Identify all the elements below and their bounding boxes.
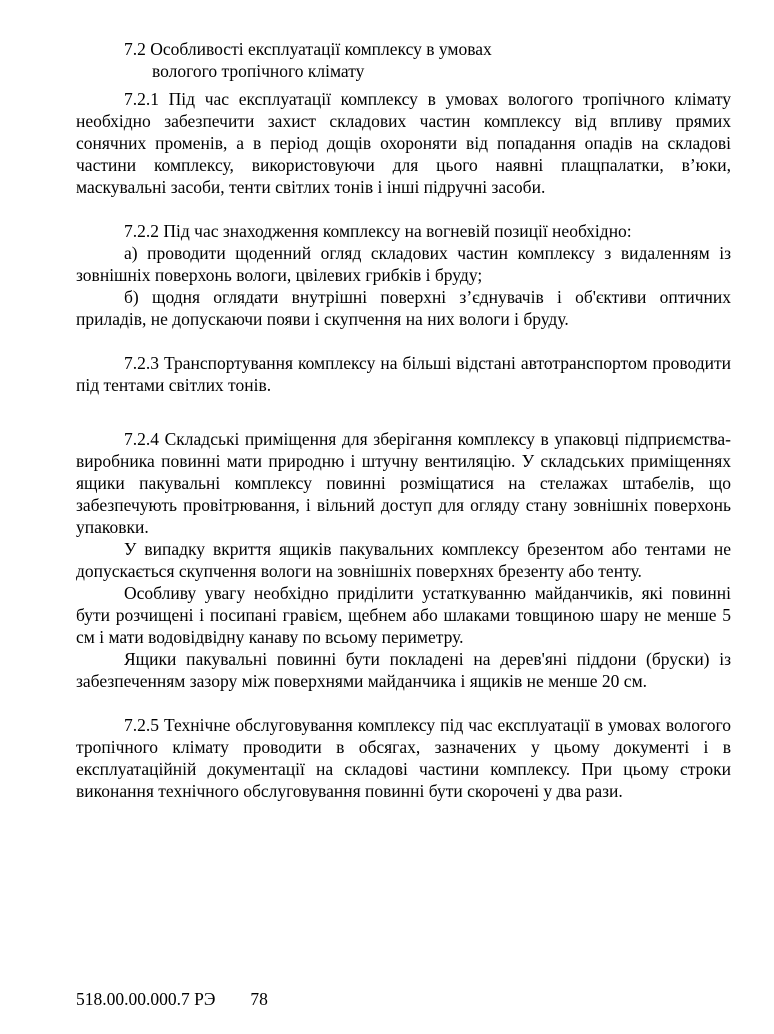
section-title-line1: 7.2 Особливості експлуатації комплексу в умовах <box>124 39 492 59</box>
paragraph-7-2-5: 7.2.5 Технічне обслуговування комплексу під час експлуатації в умовах вологого тропічного клімату проводити в обсягах, зазначених у цьому документі і в експлуатаційній документації на складові частини комплексу. При цьому строки виконання технічного обслуговування повинні бути скорочені у два рази. <box>76 715 731 801</box>
paragraph-7-2-2-a: а) проводити щоденний огляд складових частин комплексу з видаленням із зовнішніх поверхонь вологи, цвілевих грибків і бруду; <box>76 243 731 285</box>
page-number: 78 <box>250 989 268 1009</box>
section-title-line2: вологого тропічного клімату <box>152 61 365 81</box>
paragraph-7-2-2-b: б) щодня оглядати внутрішні поверхні з’єднувачів і об'єктиви оптичних приладів, не допускаючи появи і скупчення на них вологи і бруду. <box>76 287 731 329</box>
paragraph-7-2-4-pallets: Ящики пакувальні повинні бути покладені на дерев'яні піддони (бруски) із забезпеченням зазору між поверхнями майданчика і ящиків не менше 20 см. <box>76 649 731 691</box>
document-code: 518.00.00.000.7 РЭ <box>76 989 216 1009</box>
paragraph-7-2-4-covering: У випадку вкриття ящиків пакувальних комплексу брезентом або тентами не допускається скупчення вологи на зовнішніх поверхнях брезенту або тенту. <box>76 539 731 581</box>
document-body <box>76 38 731 802</box>
paragraph-7-2-4-platforms: Особливу увагу необхідно приділити устаткуванню майданчиків, які повинні бути розчищені і посипані гравієм, щебнем або шлаками товщиною шару не менше 5 см і мати водовідвідну канаву по всьому периметру. <box>76 583 731 647</box>
paragraph-7-2-2: 7.2.2 Під час знаходження комплексу на вогневій позиції необхідно: <box>124 221 632 241</box>
paragraph-7-2-3: 7.2.3 Транспортування комплексу на більші відстані автотранспортом проводити під тентами світлих тонів. <box>76 353 731 395</box>
paragraph-7-2-4: 7.2.4 Складські приміщення для зберігання комплексу в упаковці підприємства-виробника повинні мати природню і штучну вентиляцію. У складських приміщеннях ящики пакувальні комплексу повинні розміщатися на стелажах штабелів, що забезпечують провітрювання, і вільний доступ для огляду стану зовнішніх поверхонь упаковки. <box>76 429 731 537</box>
page-footer <box>76 988 268 1010</box>
paragraph-7-2-1: 7.2.1 Під час експлуатації комплексу в умовах вологого тропічного клімату необхідно забезпечити захист складових частин комплексу від впливу прямих сонячних променів, а в період дощів охороняти від попадання опадів на складові частини комплексу, використовуючи для цього наявні плащпалатки, в’юки, маскувальні засоби, тенти світлих тонів і інші підручні засоби. <box>76 89 731 197</box>
